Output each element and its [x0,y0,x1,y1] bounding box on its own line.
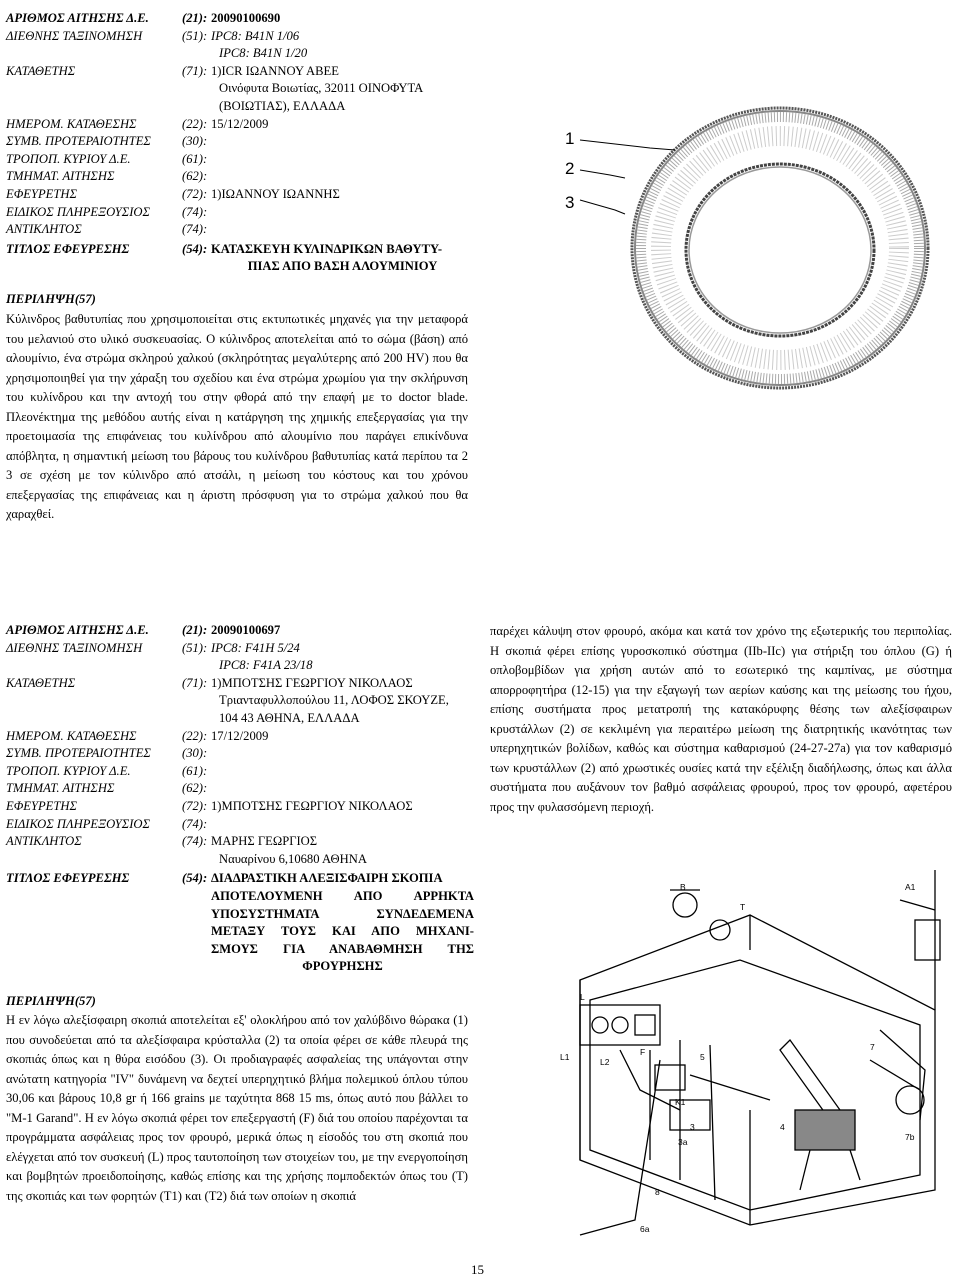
field-label: ΗΜΕΡΟΜ. ΚΑΤΑΘΕΣΗΣ [6,728,137,743]
field-value: 104 43 ΑΘΗΝΑ, ΕΛΛΑΔΑ [219,711,360,725]
record-2-abstract [6,1011,468,1206]
field-label: ΤΜΗΜΑΤ. ΑΙΤΗΣΗΣ [6,169,115,184]
field-code: (71): [182,63,208,78]
figure-label: 3 [690,1122,695,1132]
field-value: (ΒΟΙΩΤΙΑΣ), ΕΛΛΑΔΑ [219,99,346,113]
field-value: IPC8: F41A 23/18 [219,658,313,673]
title-line: ΑΠΟΤΕΛΟΥΜΕΝΗ ΑΠΟ ΑΡΡΗΚΤΑ [211,889,474,903]
record-1-abstract [6,310,468,525]
field-value: 17/12/2009 [211,728,269,743]
title-code: (54): [182,871,208,886]
cylinder-ring-drawing [632,108,928,388]
field-code: (30): [182,746,208,761]
field-label: ΑΡΙΘΜΟΣ ΑΙΤΗΣΗΣ Δ.Ε. [6,623,149,637]
field-label: ΣΥΜΒ. ΠΡΟΤΕΡΑΙΟΤΗΤΕΣ [6,134,151,149]
figure-label: 6a [640,1224,650,1234]
leader-line-1 [580,140,675,150]
title-line: ΣΜΟΥΣ ΓΙΑ ΑΝΑΒΑΘΜΗΣΗ ΤΗΣ [211,941,474,956]
abstract-text: Κύλινδρος βαθυτυπίας που χρησιμοποιείται στις εκτυπωτικές μηχανές για την μεταφορά του μελανιού στο υλικό συσκευασίας. Ο κύλινδρος αποτελείται από το σώμα (βάση) από αλουμίνιο, ένα στρώμα σκληρού χαλκού (σκληρότητας μεγαλύτερης από 200 HV) που θα χρησιμοποιηθεί για την χάραξη του σχεδίου και ένα στρώμα χρωμίου για την σκλήρυνση του κυλίνδρου και την αντοχή του στην φθορά από την επαφή με το doctor blade. Πλεονέκτημα της μεθόδου αυτής είναι η κατάργηση της χημικής επεξεργασίας για την προετοιμασία της επιφάνειας του κυλίνδρου από αλουμίνιο που παράγει επικίνδυνα απόβλητα, η σημαντική μείωση του βάρους του κυλίνδρου βαθυτυπίας κατά περίπου τα 2 3 σε σχέση με τον κύλινδρο από ατσάλι, η μείωση του κόστους και του χρόνου επεξεργασίας της επιφάνειας και η άριστη πρόσφυση για το στρώμα χαλκού που θα χαραχθεί. [6,312,468,521]
record-1-abstract-heading [6,292,96,307]
figure-label: 7 [870,1042,875,1052]
field-code: (22): [182,116,208,131]
page-number: 15 [471,1262,484,1277]
field-code: (72): [182,187,208,201]
figure-label: 4 [780,1122,785,1132]
figure-label: K1 [675,1097,686,1107]
figure-label: 5 [700,1052,705,1062]
guard-booth-diagram [580,870,940,1235]
field-value: 1)ΙΩΑΝΝΟΥ ΙΩΑΝΝΗΣ [211,187,340,201]
figure-label: 2 [565,159,575,178]
title-line: ΜΕΤΑΞΥ ΤΟΥΣ ΚΑΙ ΑΠΟ ΜΗΧΑΝΙ- [211,924,474,939]
field-code: (21): [182,11,208,25]
field-label: ΤΡΟΠΟΠ. ΚΥΡΙΟΥ Δ.Ε. [6,151,131,166]
figure-label: T [740,902,746,912]
field-label: ΤΡΟΠΟΠ. ΚΥΡΙΟΥ Δ.Ε. [6,763,131,778]
field-code: (74): [182,834,208,849]
title-line: ΚΑΤΑΣΚΕΥΗ ΚΥΛΙΝΔΡΙΚΩΝ ΒΑΘΥΤΥ- [211,241,443,256]
field-value: Ναυαρίνου 6,10680 ΑΘΗΝΑ [219,851,367,866]
figure-label: 3 [565,193,575,212]
field-label: ΚΑΤΑΘΕΤΗΣ [6,63,76,78]
title-line: ΔΙΑΔΡΑΣΤΙΚΗ ΑΛΕΞΙΣΦΑΙΡΗ ΣΚΟΠΙΑ [211,871,443,886]
field-label: ΚΑΤΑΘΕΤΗΣ [6,675,76,690]
field-label: ΔΙΕΘΝΗΣ ΤΑΞΙΝΟΜΗΣΗ [6,640,143,655]
title-line: ΥΠΟΣΥΣΤΗΜΑΤΑ ΣΥΝΔΕΔΕΜΕΝΑ [211,906,474,921]
field-code: (61): [182,763,208,778]
abstract-heading: ΠΕΡΙΛΗΨΗ(57) [6,292,96,306]
field-value: IPC8: B41N 1/06 [211,28,300,43]
field-code: (22): [182,728,208,743]
figure-label: 1 [565,129,575,148]
field-value: 1)ICR ΙΩΑΝΝΟΥ ΑΒΕΕ [211,63,339,78]
abstract-heading: ΠΕΡΙΛΗΨΗ(57) [6,994,96,1008]
figure-label: A1 [905,882,916,892]
field-value: 1)ΜΠΟΤΣΗΣ ΓΕΩΡΓΙΟΥ ΝΙΚΟΛΑΟΣ [211,799,413,813]
figure-label: L [580,992,585,1002]
field-code: (62): [182,169,208,184]
figure-label: B [680,882,686,892]
field-code: (62): [182,781,208,796]
field-value: 1)ΜΠΟΤΣΗΣ ΓΕΩΡΓΙΟΥ ΝΙΚΟΛΑΟΣ [211,675,413,690]
record-2-continuation [490,622,952,817]
title-line: ΦΡΟΥΡΗΣΗΣ [302,959,383,974]
field-code: (51): [182,640,208,655]
field-label: ΗΜΕΡΟΜ. ΚΑΤΑΘΕΣΗΣ [6,116,137,131]
field-label: ΤΜΗΜΑΤ. ΑΙΤΗΣΗΣ [6,781,115,796]
field-code: (72): [182,799,208,813]
field-code: (74): [182,222,208,237]
field-value: Οινόφυτα Βοιωτίας, 32011 ΟΙΝΟΦΥΤΑ [219,81,424,96]
figure-label: F [640,1047,646,1057]
leader-line-2 [580,170,625,178]
figure-label: L2 [600,1057,610,1067]
title-code: (54): [182,241,208,256]
title-label: ΤΙΤΛΟΣ ΕΦΕΥΡΕΣΗΣ [6,241,130,256]
field-label: ΑΝΤΙΚΛΗΤΟΣ [6,222,82,237]
record-1-figure [555,100,930,390]
field-value: IPC8: B41N 1/20 [219,46,308,61]
figure-label: 8 [655,1187,660,1197]
record-2-figure [540,860,960,1245]
field-value: 15/12/2009 [211,116,269,131]
field-code: (61): [182,151,208,166]
figure-label: 7b [905,1132,915,1142]
field-label: ΔΙΕΘΝΗΣ ΤΑΞΙΝΟΜΗΣΗ [6,28,143,43]
record-2-abstract-heading [6,994,96,1009]
record-2 [6,622,476,974]
field-label: ΕΦΕΥΡΕΤΗΣ [6,187,77,201]
title-line: ΠΙΑΣ ΑΠΟ ΒΑΣΗ ΑΛΟΥΜΙΝΙΟΥ [247,259,438,274]
field-code: (30): [182,134,208,149]
continuation-text: παρέχει κάλυψη στον φρουρό, ακόμα και κατά τον χρόνο της εξωτερικής του περιπολίας. Η σκοπιά φέρει επίσης γυροσκοπικό σύστημα (IIb-IIc) για στήριξη του όπλου (G) ή οπλοβομβίδων για χρήση αυτών από το εσωτερικό της καμπίνας, με σύστημα απορροφητήρα (12-15) για την εξαγωγή των αερίων καύσης και της μείωσης του ήχου, επίσης συστήματα προς μετατροπή της κατακόρυφης θέσης των αλεξίσφαιρων κρυστάλλων (2) σε κεκλιμένη για περαιτέρω μείωση της διατρητικής ικανότητας των υπερηχητικών βολίδων, καθώς και σύστημα καθαρισμού (24-27-27a) για τον καθαρισμό των κρυστάλλων (2) από χρωστικές ουσίες κατά την εξέλιξη διαδήλωσης, όπως και άλλα συστήματα που αυξάνουν τον βαθμό ασφάλειας φρουρού, προς τον φρουρό, αφετέρου προς την φυλασσόμενη περιοχή. [490,624,952,814]
field-value: IPC8: F41H 5/24 [211,640,300,655]
figure-label: 3a [678,1137,688,1147]
field-code: (74): [182,204,208,219]
field-code: (71): [182,675,208,690]
field-code: (21): [182,623,208,637]
field-value: 20090100690 [211,11,281,25]
figure-label: L1 [560,1052,570,1062]
field-label: ΕΙΔΙΚΟΣ ΠΛΗΡΕΞΟΥΣΙΟΣ [6,816,150,831]
field-code: (74): [182,816,208,831]
field-label: ΕΦΕΥΡΕΤΗΣ [6,799,77,813]
title-label: ΤΙΤΛΟΣ ΕΦΕΥΡΕΣΗΣ [6,871,130,886]
field-label: ΑΡΙΘΜΟΣ ΑΙΤΗΣΗΣ Δ.Ε. [6,11,149,25]
field-value: Τριανταφυλλοπούλου 11, ΛΟΦΟΣ ΣΚΟΥΖΕ, [219,693,449,708]
field-code: (51): [182,28,208,43]
leader-line-3 [580,200,625,214]
field-label: ΑΝΤΙΚΛΗΤΟΣ [6,834,82,849]
field-label: ΣΥΜΒ. ΠΡΟΤΕΡΑΙΟΤΗΤΕΣ [6,746,151,761]
field-value: ΜΑΡΗΣ ΓΕΩΡΓΙΟΣ [211,834,318,849]
field-label: ΕΙΔΙΚΟΣ ΠΛΗΡΕΞΟΥΣΙΟΣ [6,204,150,219]
abstract-text: Η εν λόγω αλεξίσφαιρη σκοπιά αποτελείται εξ' ολοκλήρου από τον χαλύβδινο θώρακα (1) που συνοδεύεται από τα αλεξίσφαιρα κρύσταλλα (2) τα οποία φέρει σε κάθε πλευρά της σκοπιάς όπως και η θύρα εισόδου (3). Οι προδιαγραφές ασφαλείας της υπάγονται στην ανώτατη κατηγορία "IV" δυνάμενη να δεχτεί υπερηχητικό βλήμα πολεμικού όπλου τύπου 30,06 και βάρους 10,8 gr ή 166 grains με ταχύτητα 868 15 ms, όπως αυτό που βάλλει το "M-1 Garand". Η εν λόγω σκοπιά φέρει τον επεξεργαστή (F) διά του οποίου παρέχονται τα προγράμματα ασφάλειας προς τον φρουρό, μερικά όπως η είσοδός του στη σκοπιά που ελέγχεται από τον συσκευή (L) προς ταυτοποίηση των στοιχείων του, με την ενεργοποίηση και βομβητών προειδοποίησης, καθώς επίσης και της χρήσης πομποδεκτών όπως του (T) της σκοπιάς και των φορητών (T1) και (T2) διά των οποίων η σκοπιά [6,1013,468,1203]
field-value: 20090100697 [211,623,281,637]
